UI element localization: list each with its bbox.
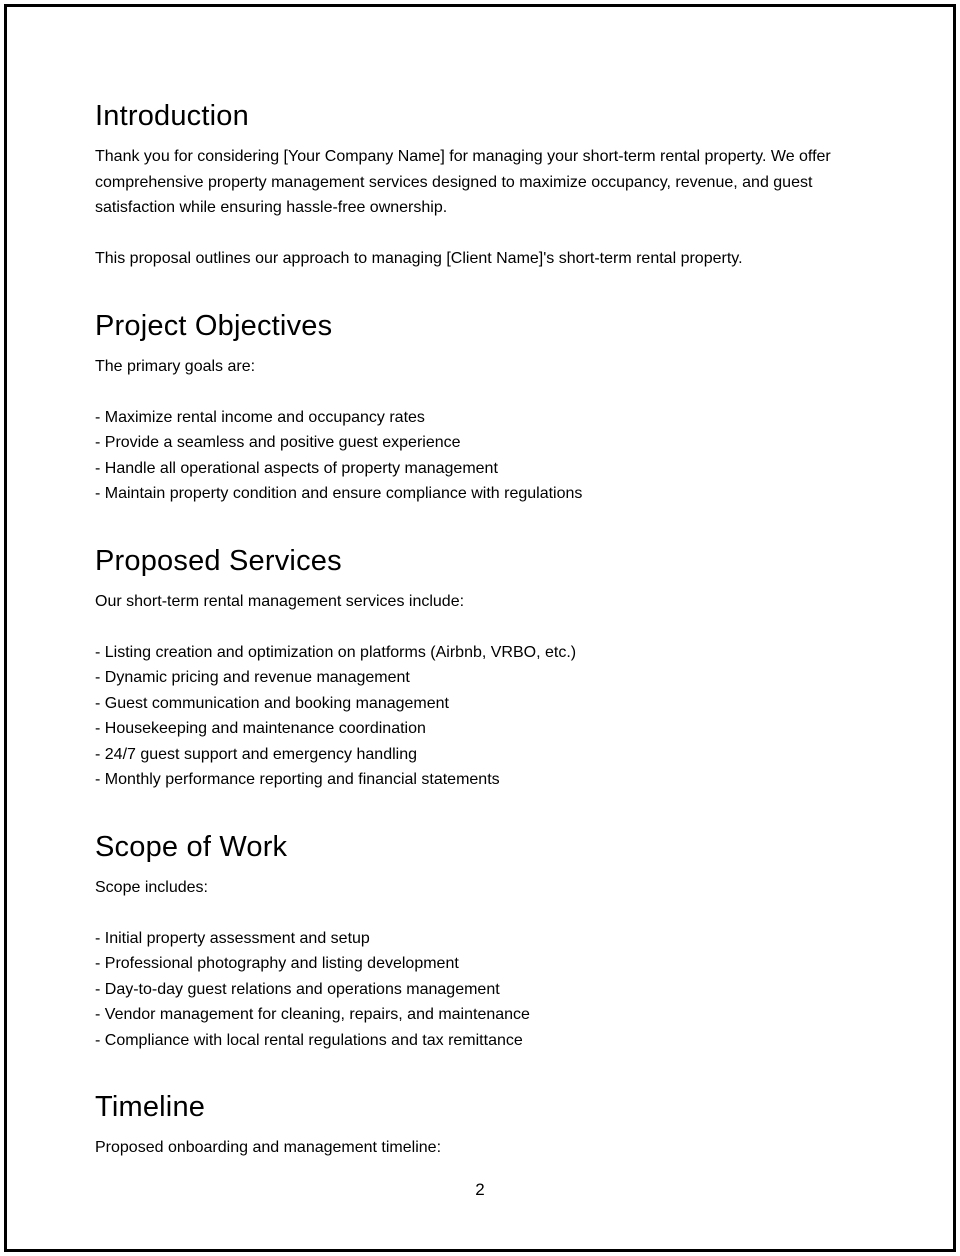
list-item: - 24/7 guest support and emergency handling bbox=[95, 745, 417, 763]
services-intro: Our short-term rental management services include: bbox=[95, 592, 465, 610]
list-item: - Maintain property condition and ensure compliance with regulations bbox=[95, 485, 583, 502]
document-body bbox=[95, 96, 855, 1195]
scope-heading: Scope of Work bbox=[95, 830, 288, 863]
scope-intro: Scope includes: bbox=[95, 878, 208, 896]
list-item: - Listing creation and optimization on platforms (Airbnb, VRBO, etc.) bbox=[95, 643, 577, 661]
list-item: - Provide a seamless and positive guest experience bbox=[95, 434, 461, 451]
services-heading: Proposed Services bbox=[95, 544, 342, 577]
list-item: - Vendor management for cleaning, repairs, and maintenance bbox=[95, 1006, 530, 1023]
list-item: - Maximize rental income and occupancy rates bbox=[95, 408, 425, 426]
list-item: - Professional photography and listing development bbox=[95, 955, 459, 972]
list-item: - Compliance with local rental regulations and tax remittance bbox=[95, 1031, 523, 1049]
objectives-intro: The primary goals are: bbox=[95, 357, 256, 375]
list-item: - Handle all operational aspects of property management bbox=[95, 459, 498, 477]
objectives-heading: Project Objectives bbox=[95, 309, 333, 342]
list-item: - Day-to-day guest relations and operations management bbox=[95, 980, 500, 998]
list-item: - Housekeeping and maintenance coordination bbox=[95, 720, 426, 737]
scope-list bbox=[95, 926, 855, 1054]
objectives-list bbox=[95, 405, 855, 507]
services-list bbox=[95, 640, 855, 793]
section-introduction bbox=[95, 96, 855, 272]
timeline-heading: Timeline bbox=[95, 1091, 206, 1123]
section-scope bbox=[95, 827, 855, 1054]
introduction-paragraph-1: Thank you for considering [Your Company Name] for managing your short-term rental property. We offer comprehensive property management services designed to maximize occupancy, revenue, and guest satisfaction while ensuring hassle-free ownership. bbox=[95, 148, 831, 216]
introduction-heading: Introduction bbox=[95, 100, 249, 132]
section-timeline bbox=[95, 1087, 855, 1161]
list-item: - Guest communication and booking management bbox=[95, 694, 449, 712]
section-objectives bbox=[95, 306, 855, 507]
list-item: - Monthly performance reporting and financial statements bbox=[95, 771, 500, 788]
page-number: 2 bbox=[475, 1180, 485, 1199]
list-item: - Dynamic pricing and revenue management bbox=[95, 669, 410, 686]
section-services bbox=[95, 541, 855, 793]
timeline-intro: Proposed onboarding and management timeline: bbox=[95, 1139, 442, 1156]
list-item: - Initial property assessment and setup bbox=[95, 929, 370, 947]
introduction-paragraph-2: This proposal outlines our approach to managing [Client Name]'s short-term rental property. bbox=[95, 250, 743, 267]
